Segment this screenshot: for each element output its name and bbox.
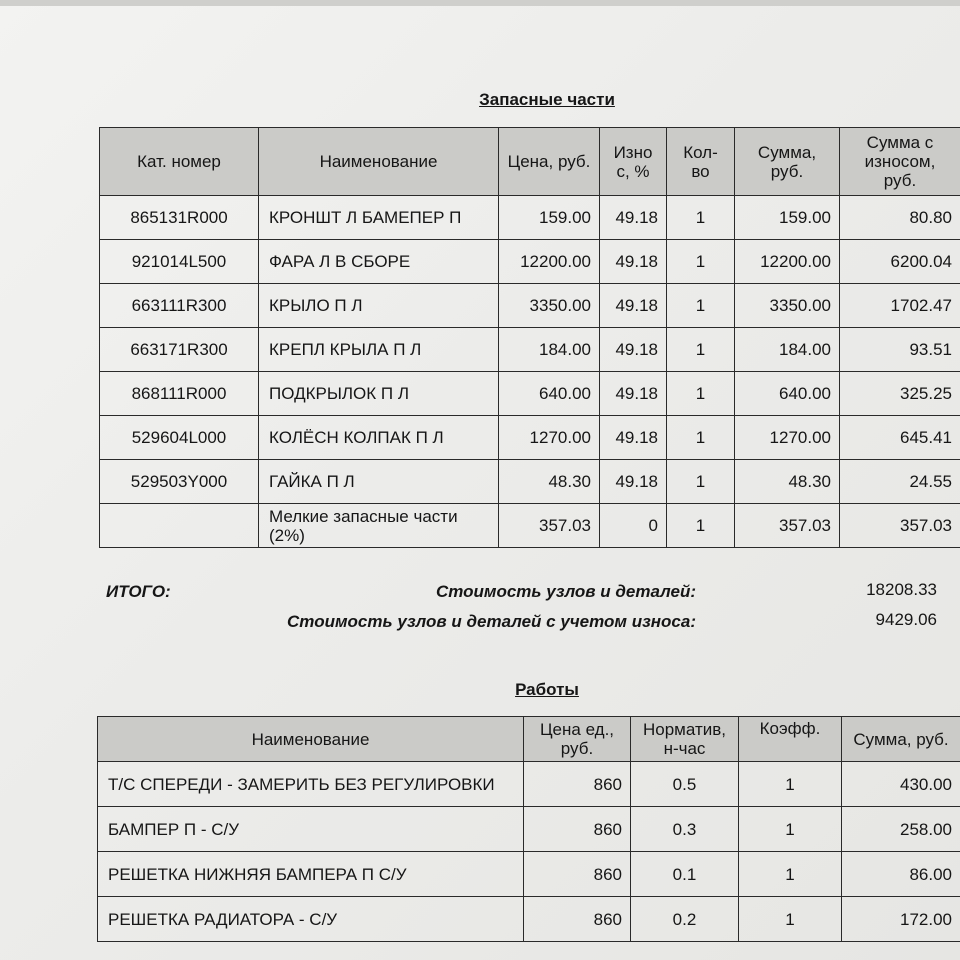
table-row [98,807,960,852]
part-qty: 1 [667,372,735,416]
work-sum: 86.00 [842,852,960,897]
part-price: 357.03 [499,504,600,548]
work-norm: 0.2 [631,897,739,942]
work-norm: 0.3 [631,807,739,852]
part-price: 1270.00 [499,416,600,460]
part-name: ФАРА Л В СБОРЕ [259,240,499,284]
parts-header-qty: Кол-во [667,128,735,196]
part-sum-wear: 645.41 [840,416,960,460]
part-qty: 1 [667,460,735,504]
work-coef: 1 [739,762,842,807]
work-name: Т/С СПЕРЕДИ - ЗАМЕРИТЬ БЕЗ РЕГУЛИРОВКИ [98,762,524,807]
part-cat: 663111R300 [100,284,259,328]
part-sum-wear: 325.25 [840,372,960,416]
work-price: 860 [524,807,631,852]
table-row [100,284,960,328]
works-header-name: Наименование [98,717,524,762]
part-price: 48.30 [499,460,600,504]
table-row [98,897,960,942]
part-sum-wear: 1702.47 [840,284,960,328]
work-name: БАМПЕР П - С/У [98,807,524,852]
parts-header-name: Наименование [259,128,499,196]
work-norm: 0.5 [631,762,739,807]
part-name: ПОДКРЫЛОК П Л [259,372,499,416]
work-name: РЕШЕТКА НИЖНЯЯ БАМПЕРА П С/У [98,852,524,897]
part-wear: 49.18 [600,284,667,328]
part-qty: 1 [667,196,735,240]
work-sum: 172.00 [842,897,960,942]
part-wear: 49.18 [600,196,667,240]
part-name: КРЫЛО П Л [259,284,499,328]
work-price: 860 [524,852,631,897]
work-price: 860 [524,897,631,942]
work-sum: 258.00 [842,807,960,852]
part-cat [100,504,259,548]
table-row [100,196,960,240]
work-name: РЕШЕТКА РАДИАТОРА - С/У [98,897,524,942]
parts-header-price: Цена, руб. [499,128,600,196]
cost-wear-label: Стоимость узлов и деталей с учетом износа: [287,612,696,631]
cost-wear-value: 9429.06 [875,610,937,629]
table-row [100,460,960,504]
parts-header-wear: Изно с, % [600,128,667,196]
part-name: КРЕПЛ КРЫЛА П Л [259,328,499,372]
parts-header-row [100,128,960,196]
part-qty: 1 [667,328,735,372]
works-header-coef: Коэфф. [739,717,842,762]
part-price: 12200.00 [499,240,600,284]
table-row [100,372,960,416]
part-sum: 184.00 [735,328,840,372]
part-wear: 49.18 [600,372,667,416]
table-row [98,762,960,807]
part-sum: 12200.00 [735,240,840,284]
part-qty: 1 [667,504,735,548]
works-header-norm: Норматив, н-час [631,717,739,762]
work-coef: 1 [739,897,842,942]
totals-label: ИТОГО: [106,582,171,601]
part-price: 159.00 [499,196,600,240]
part-sum: 1270.00 [735,416,840,460]
part-qty: 1 [667,284,735,328]
part-price: 184.00 [499,328,600,372]
parts-header-cat: Кат. номер [100,128,259,196]
part-qty: 1 [667,416,735,460]
part-wear: 49.18 [600,240,667,284]
table-row [98,852,960,897]
parts-table [99,127,960,548]
works-section-title: Работы [515,680,579,699]
part-sum: 3350.00 [735,284,840,328]
works-table [97,716,960,942]
part-cat: 865131R000 [100,196,259,240]
part-sum: 640.00 [735,372,840,416]
cost-label: Стоимость узлов и деталей: [435,582,696,601]
table-row [100,504,960,548]
part-price: 3350.00 [499,284,600,328]
works-header-price: Цена ед., руб. [524,717,631,762]
part-cat: 529604L000 [100,416,259,460]
parts-section-title: Запасные части [479,90,615,109]
part-name: КОЛЁСН КОЛПАК П Л [259,416,499,460]
work-price: 860 [524,762,631,807]
works-header-row [98,717,960,762]
part-price: 640.00 [499,372,600,416]
work-coef: 1 [739,852,842,897]
cost-value: 18208.33 [866,580,937,599]
part-sum-wear: 93.51 [840,328,960,372]
part-sum: 48.30 [735,460,840,504]
part-cat: 868111R000 [100,372,259,416]
part-name: КРОНШТ Л БАМЕПЕР П [259,196,499,240]
parts-header-sum: Сумма, руб. [735,128,840,196]
part-wear: 49.18 [600,416,667,460]
table-row [100,328,960,372]
part-cat: 663171R300 [100,328,259,372]
part-cat: 529503Y000 [100,460,259,504]
scan-edge [0,0,960,6]
part-cat: 921014L500 [100,240,259,284]
table-row [100,240,960,284]
work-norm: 0.1 [631,852,739,897]
works-header-sum: Сумма, руб. [842,717,960,762]
parts-header-sum-wear: Сумма с износом, руб. [840,128,960,196]
work-coef: 1 [739,807,842,852]
part-sum-wear: 357.03 [840,504,960,548]
part-sum-wear: 80.80 [840,196,960,240]
table-row [100,416,960,460]
part-wear: 0 [600,504,667,548]
work-sum: 430.00 [842,762,960,807]
part-name: ГАЙКА П Л [259,460,499,504]
part-name: Мелкие запасные части (2%) [259,504,499,548]
part-wear: 49.18 [600,328,667,372]
part-sum: 159.00 [735,196,840,240]
part-sum: 357.03 [735,504,840,548]
part-qty: 1 [667,240,735,284]
part-sum-wear: 24.55 [840,460,960,504]
part-wear: 49.18 [600,460,667,504]
part-sum-wear: 6200.04 [840,240,960,284]
